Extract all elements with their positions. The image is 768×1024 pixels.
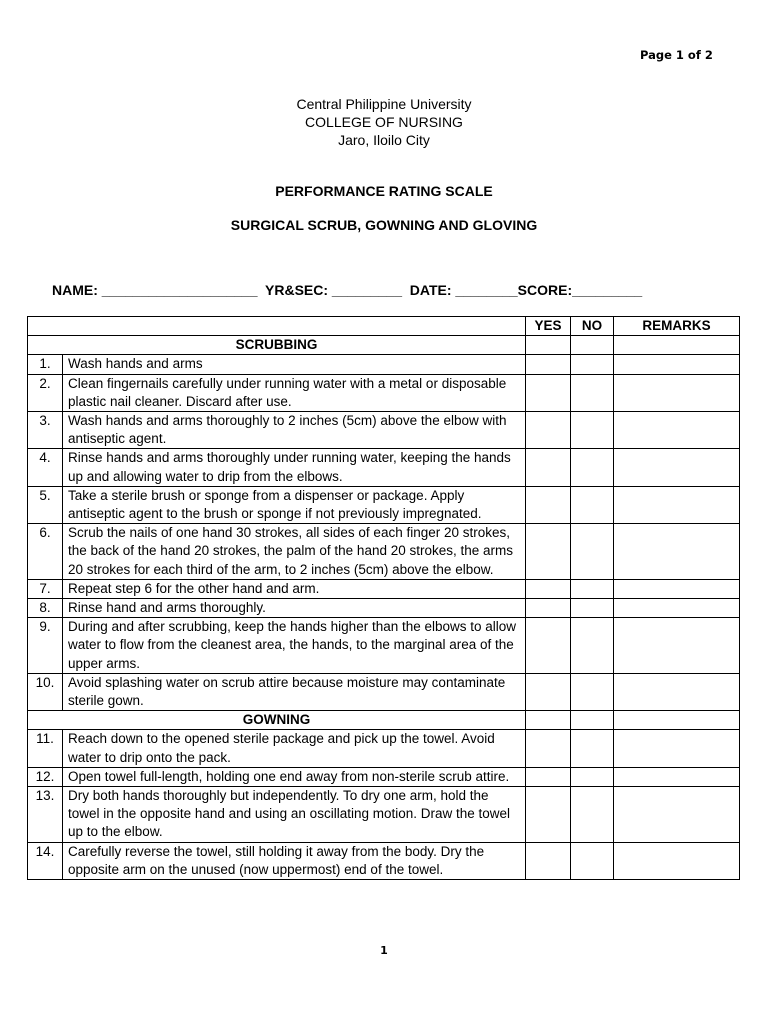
page-label: Page 1 of 2 [640,48,713,62]
remarks-cell[interactable] [614,579,740,598]
section-row-scrubbing [28,336,740,355]
no-cell[interactable] [571,524,614,580]
no-cell[interactable] [571,767,614,786]
remarks-cell[interactable] [614,355,740,374]
step-description: Reach down to the opened sterile package and pick up the towel. Avoid water to drip onto the pack. [63,730,526,767]
step-description: Avoid splashing water on scrub attire because moisture may contaminate sterile gown. [63,673,526,710]
no-cell[interactable] [571,355,614,374]
yes-cell[interactable] [526,524,571,580]
step-description: Take a sterile brush or sponge from a dispenser or package. Apply antiseptic agent to the brush or sponge if not previously impregnated. [63,486,526,523]
yes-cell[interactable] [526,618,571,674]
step-description: Rinse hand and arms thoroughly. [63,599,526,618]
no-cell[interactable] [571,412,614,449]
step-number: 3. [28,412,63,449]
step-number: 11. [28,730,63,767]
student-info-line[interactable]: NAME: ____________________ YR&SEC: _________ DATE: ________SCORE:_________ [52,282,643,298]
yes-cell[interactable] [526,355,571,374]
step-description: Open towel full-length, holding one end away from non-sterile scrub attire. [63,767,526,786]
remarks-cell [614,711,740,730]
yes-cell[interactable] [526,486,571,523]
no-cell[interactable] [571,673,614,710]
blank-header-cell [28,317,526,336]
step-description: Rinse hands and arms thoroughly under running water, keeping the hands up and allowing water to drip from the elbows. [63,449,526,486]
step-description: Dry both hands thoroughly but independently. To dry one arm, hold the towel in the opposite hand and using an oscillating motion. Draw the towel up to the elbow. [63,787,526,843]
yes-cell [526,336,571,355]
no-cell[interactable] [571,787,614,843]
remarks-cell[interactable] [614,673,740,710]
step-description: Wash hands and arms thoroughly to 2 inches (5cm) above the elbow with antiseptic agent. [63,412,526,449]
step-number: 8. [28,599,63,618]
document-subtitle: SURGICAL SCRUB, GOWNING AND GLOVING [230,217,538,233]
table-row [28,374,740,411]
college-name: COLLEGE OF NURSING [305,114,463,130]
step-number: 12. [28,767,63,786]
step-number: 1. [28,355,63,374]
yes-cell[interactable] [526,412,571,449]
no-cell[interactable] [571,599,614,618]
step-number: 7. [28,579,63,598]
yes-cell[interactable] [526,767,571,786]
step-number: 10. [28,673,63,710]
section-title: SCRUBBING [28,336,526,355]
yes-cell [526,711,571,730]
step-number: 6. [28,524,63,580]
no-cell[interactable] [571,486,614,523]
no-cell[interactable] [571,618,614,674]
remarks-cell[interactable] [614,524,740,580]
no-cell [571,711,614,730]
step-number: 2. [28,374,63,411]
step-description: Repeat step 6 for the other hand and arm. [63,579,526,598]
no-cell [571,336,614,355]
section-title: GOWNING [28,711,526,730]
step-number: 13. [28,787,63,843]
remarks-column-header: REMARKS [614,317,740,336]
no-cell[interactable] [571,449,614,486]
rating-table [27,316,740,880]
remarks-cell[interactable] [614,730,740,767]
yes-cell[interactable] [526,842,571,879]
table-row [28,842,740,879]
remarks-cell[interactable] [614,449,740,486]
no-cell[interactable] [571,579,614,598]
yes-cell[interactable] [526,374,571,411]
remarks-cell[interactable] [614,486,740,523]
yes-column-header: YES [526,317,571,336]
no-cell[interactable] [571,842,614,879]
footer-page-number: 1 [380,944,388,957]
yes-cell[interactable] [526,449,571,486]
yes-cell[interactable] [526,673,571,710]
remarks-cell[interactable] [614,599,740,618]
yes-cell[interactable] [526,579,571,598]
section-row-gowning [28,711,740,730]
remarks-cell[interactable] [614,374,740,411]
table-row [28,599,740,618]
table-row [28,787,740,843]
yes-cell[interactable] [526,730,571,767]
table-row [28,767,740,786]
no-cell[interactable] [571,730,614,767]
table-row [28,618,740,674]
no-cell[interactable] [571,374,614,411]
step-description: Clean fingernails carefully under running water with a metal or disposable plastic nail cleaner. Discard after use. [63,374,526,411]
table-row [28,412,740,449]
location: Jaro, Iloilo City [338,132,430,148]
university-name: Central Philippine University [296,96,472,112]
table-header-row [28,317,740,336]
rating-table-body [28,336,740,880]
remarks-cell[interactable] [614,842,740,879]
no-column-header: NO [571,317,614,336]
step-description: Scrub the nails of one hand 30 strokes, all sides of each finger 20 strokes, the back of the hand 20 strokes, the palm of the hand 20 strokes, the arms 20 strokes for each third of the arm, to 2 inches (5cm) above the elbow. [63,524,526,580]
table-row [28,730,740,767]
step-description: During and after scrubbing, keep the hands higher than the elbows to allow water to flow from the cleanest area, the hands, to the marginal area of the upper arms. [63,618,526,674]
table-row [28,524,740,580]
step-number: 9. [28,618,63,674]
remarks-cell[interactable] [614,618,740,674]
table-row [28,449,740,486]
step-description: Carefully reverse the towel, still holding it away from the body. Dry the opposite arm on the unused (now uppermost) end of the towel. [63,842,526,879]
yes-cell[interactable] [526,599,571,618]
remarks-cell [614,336,740,355]
table-row [28,486,740,523]
step-number: 14. [28,842,63,879]
remarks-cell[interactable] [614,412,740,449]
table-row [28,579,740,598]
yes-cell[interactable] [526,787,571,843]
table-row [28,355,740,374]
remarks-cell[interactable] [614,787,740,843]
step-number: 5. [28,486,63,523]
remarks-cell[interactable] [614,767,740,786]
step-description: Wash hands and arms [63,355,526,374]
table-row [28,673,740,710]
document-title: PERFORMANCE RATING SCALE [275,183,493,199]
step-number: 4. [28,449,63,486]
